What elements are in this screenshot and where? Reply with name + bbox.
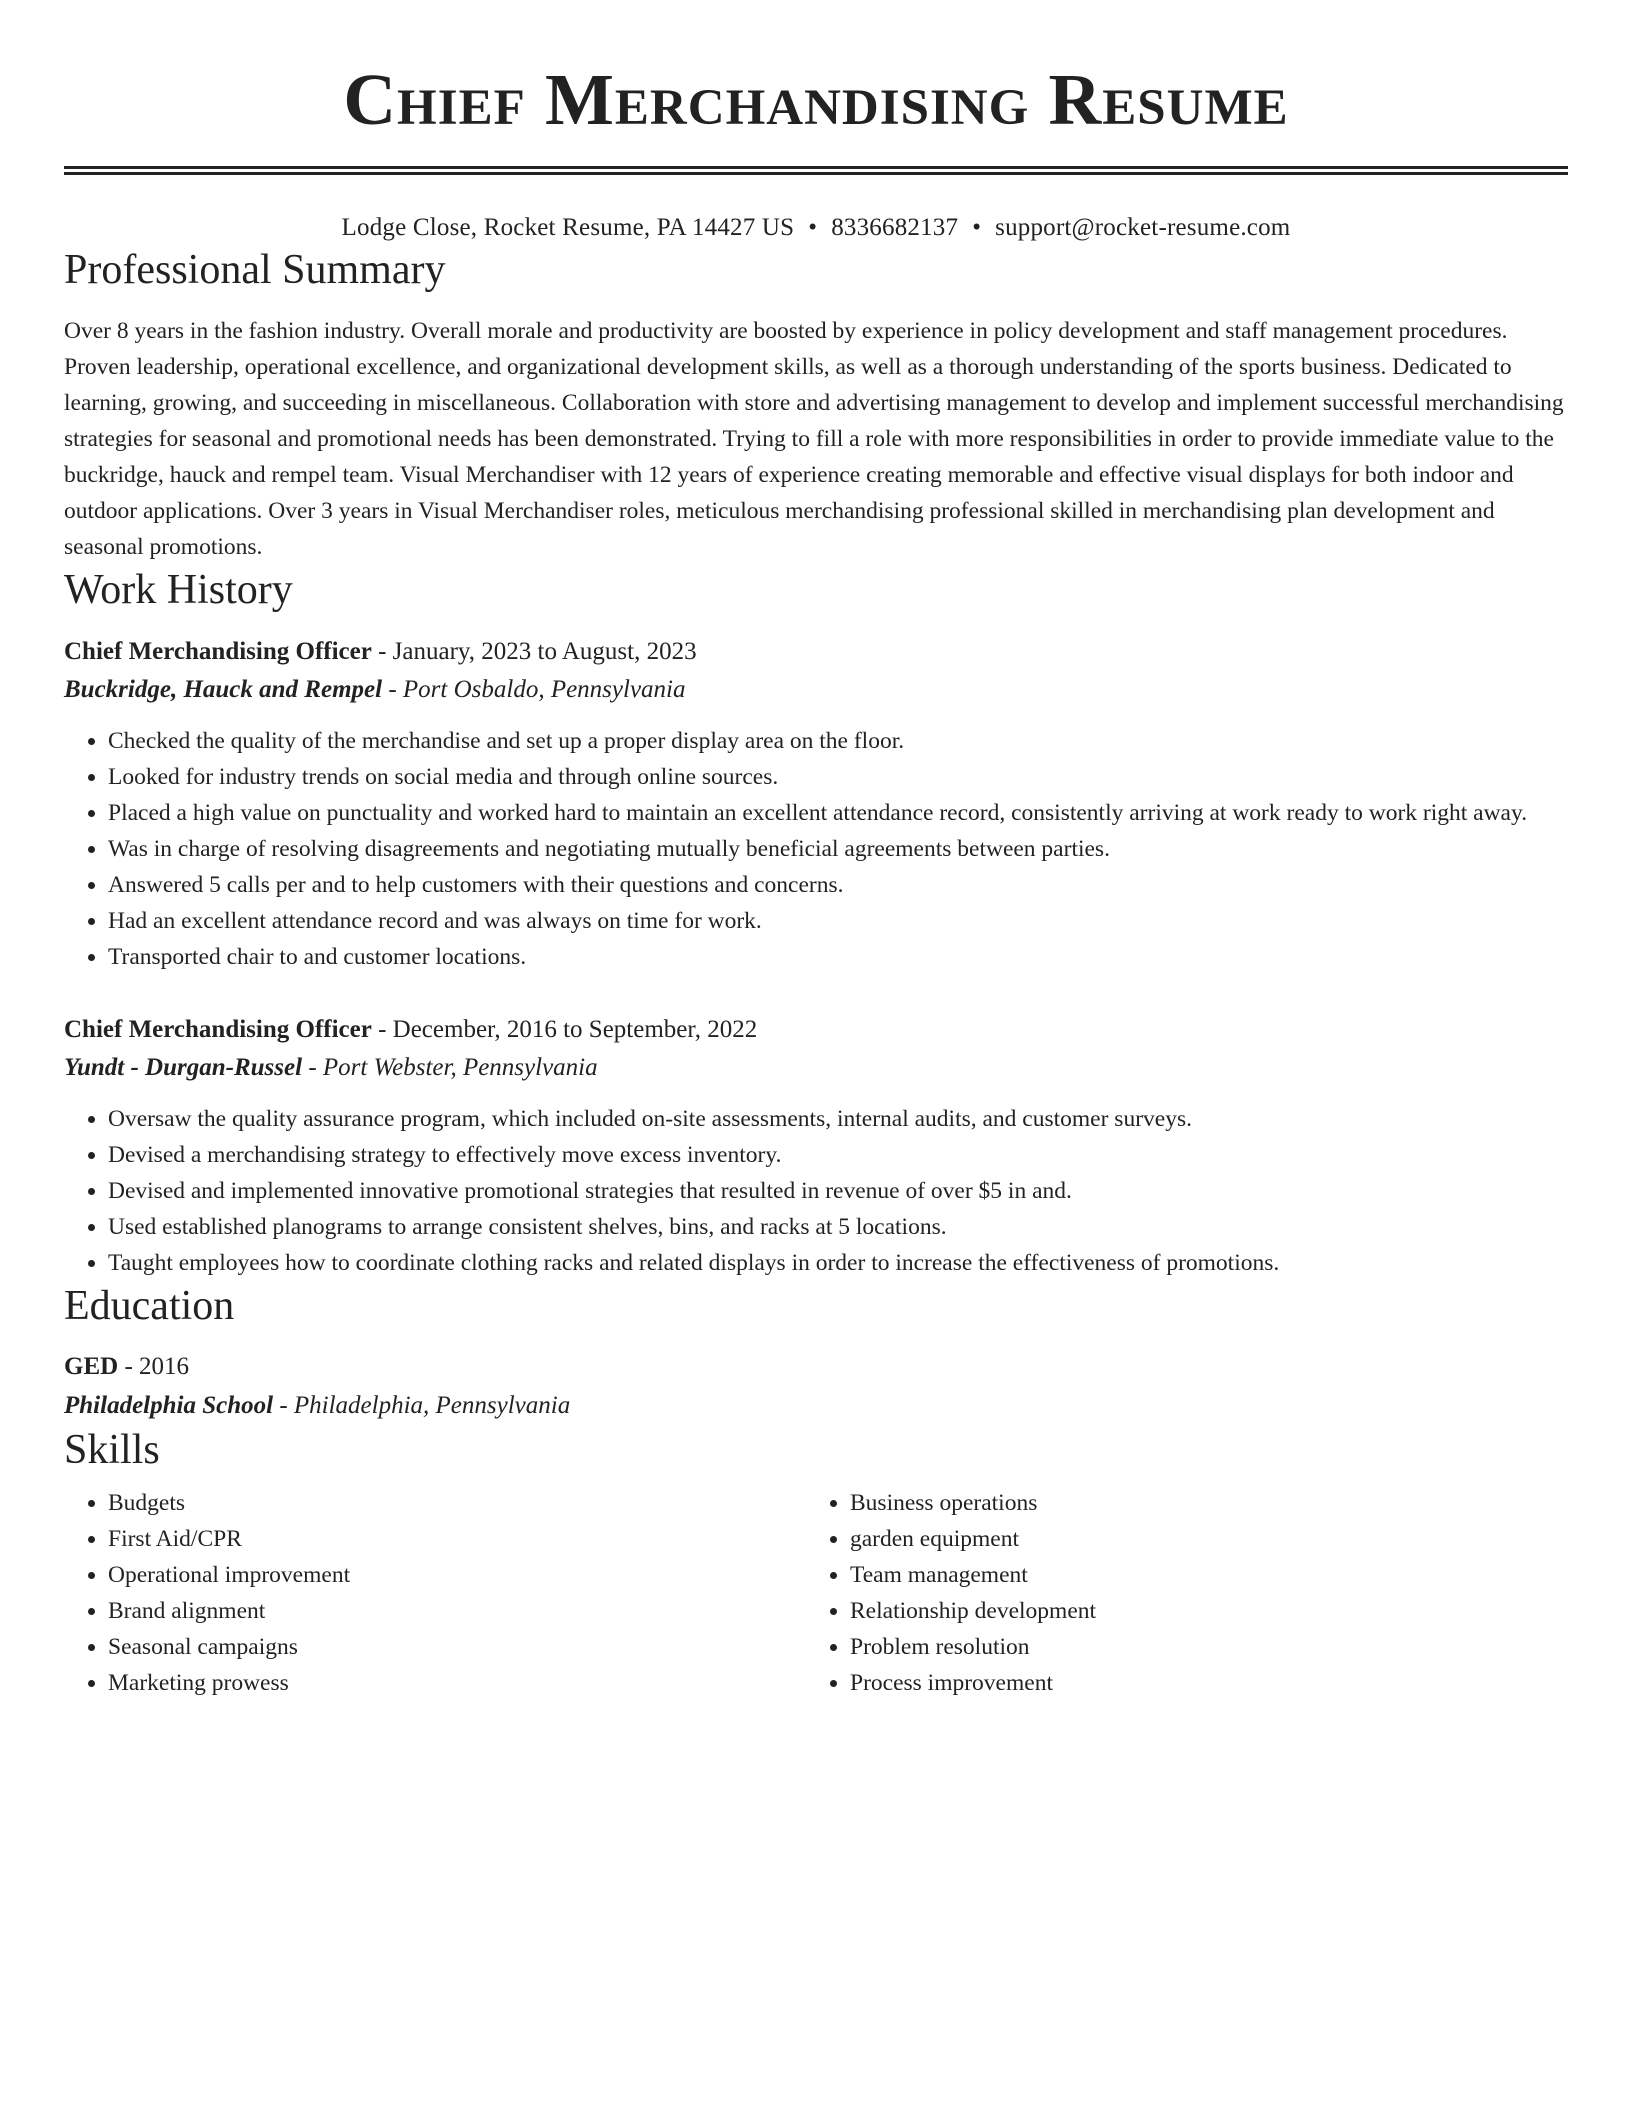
skill-item: • garden equipment <box>850 1521 1548 1557</box>
job-bullet: • Placed a high value on punctuality and worked hard to maintain an excellent attendance record, consistently arriving at work ready to work right away. <box>108 795 1568 831</box>
summary-heading: Professional Summary <box>64 247 446 293</box>
job-dates: - January, 2023 to August, 2023 <box>371 638 697 665</box>
job-bullet: • Was in charge of resolving disagreements and negotiating mutually beneficial agreements between parties. <box>108 831 1568 867</box>
skill-item: • Business operations <box>850 1485 1548 1521</box>
skill-item: • First Aid/CPR <box>108 1521 806 1557</box>
job-bullet: • Answered 5 calls per and to help customers with their questions and concerns. <box>108 867 1568 903</box>
resume-title: Chief Merchandising Resume <box>343 59 1289 140</box>
company-location: - Port Osbaldo, Pennsylvania <box>382 676 686 703</box>
degree: GED <box>64 1353 119 1380</box>
school-location: - Philadelphia, Pennsylvania <box>273 1392 571 1419</box>
job-bullet: • Had an excellent attendance record and was always on time for work. <box>108 903 1568 939</box>
school-name: Philadelphia School <box>64 1392 274 1419</box>
job-bullets <box>64 1101 1568 1281</box>
company-line <box>64 1049 1568 1087</box>
job-entry <box>64 633 1568 975</box>
job-bullet: • Devised and implemented innovative promotional strategies that resulted in revenue of over $5 in and. <box>108 1173 1568 1209</box>
job-bullet: • Devised a merchandising strategy to effectively move excess inventory. <box>108 1137 1568 1173</box>
skills-column-right <box>806 1485 1548 1701</box>
contact-separator: • <box>972 214 982 241</box>
skills-column-left <box>64 1485 806 1701</box>
contact-line <box>64 211 1568 245</box>
skill-item: • Process improvement <box>850 1665 1548 1701</box>
company-line <box>64 671 1568 709</box>
skill-item: • Marketing prowess <box>108 1665 806 1701</box>
skill-item: • Operational improvement <box>108 1557 806 1593</box>
job-bullet: • Oversaw the quality assurance program, which included on-site assessments, internal audits, and customer surveys. <box>108 1101 1568 1137</box>
skill-item: • Problem resolution <box>850 1629 1548 1665</box>
company-location: - Port Webster, Pennsylvania <box>302 1054 598 1081</box>
job-bullets <box>64 723 1568 975</box>
job-bullet: • Transported chair to and customer locations. <box>108 939 1568 975</box>
skill-item: • Relationship development <box>850 1593 1548 1629</box>
job-bullet: • Taught employees how to coordinate clothing racks and related displays in order to increase the effectiveness of promotions. <box>108 1245 1568 1281</box>
job-title: Chief Merchandising Officer <box>64 1016 372 1043</box>
contact-phone: 8336682137 <box>831 214 959 241</box>
title-double-rule <box>64 166 1568 175</box>
company-name: Yundt - Durgan-Russel <box>64 1054 303 1081</box>
skill-item: • Team management <box>850 1557 1548 1593</box>
summary-text: Over 8 years in the fashion industry. Overall morale and productivity are boosted by experience in policy development and staff management procedures. Proven leadership, operational excellence, and organizational development skills, as well as a thorough understanding of the sports business. Dedicated to learning, growing, and succeeding in miscellaneous. Collaboration with store and advertising management to develop and implement successful merchandising strategies for seasonal and promotional needs has been demonstrated. Trying to fill a role with more responsibilities in order to provide immediate value to the buckridge, hauck and rempel team. Visual Merchandiser with 12 years of experience creating memorable and effective visual displays for both indoor and outdoor applications. Over 3 years in Visual Merchandiser roles, meticulous merchandising professional skilled in merchandising plan development and seasonal promotions. <box>64 318 1564 560</box>
company-name: Buckridge, Hauck and Rempel <box>64 676 383 703</box>
skills-heading: Skills <box>64 1427 160 1473</box>
job-bullet: • Checked the quality of the merchandise and set up a proper display area on the floor. <box>108 723 1568 759</box>
job-bullet: • Used established planograms to arrange consistent shelves, bins, and racks at 5 locations. <box>108 1209 1568 1245</box>
skill-item: • Budgets <box>108 1485 806 1521</box>
skills-list <box>64 1485 1568 1701</box>
work-history-heading: Work History <box>64 567 293 613</box>
job-entry <box>64 1011 1568 1281</box>
job-bullet: • Looked for industry trends on social media and through online sources. <box>108 759 1568 795</box>
education-entry <box>64 1347 1568 1425</box>
education-heading: Education <box>64 1283 235 1329</box>
degree-year: - 2016 <box>118 1353 190 1380</box>
job-title-line <box>64 1011 1568 1049</box>
school-line <box>64 1387 1568 1425</box>
job-dates: - December, 2016 to September, 2022 <box>371 1016 758 1043</box>
job-title: Chief Merchandising Officer <box>64 638 372 665</box>
job-title-line <box>64 633 1568 671</box>
contact-email: support@rocket-resume.com <box>995 214 1291 241</box>
contact-separator: • <box>808 214 818 241</box>
contact-address: Lodge Close, Rocket Resume, PA 14427 US <box>341 214 795 241</box>
degree-line <box>64 1347 1568 1387</box>
skill-item: • Brand alignment <box>108 1593 806 1629</box>
skill-item: • Seasonal campaigns <box>108 1629 806 1665</box>
